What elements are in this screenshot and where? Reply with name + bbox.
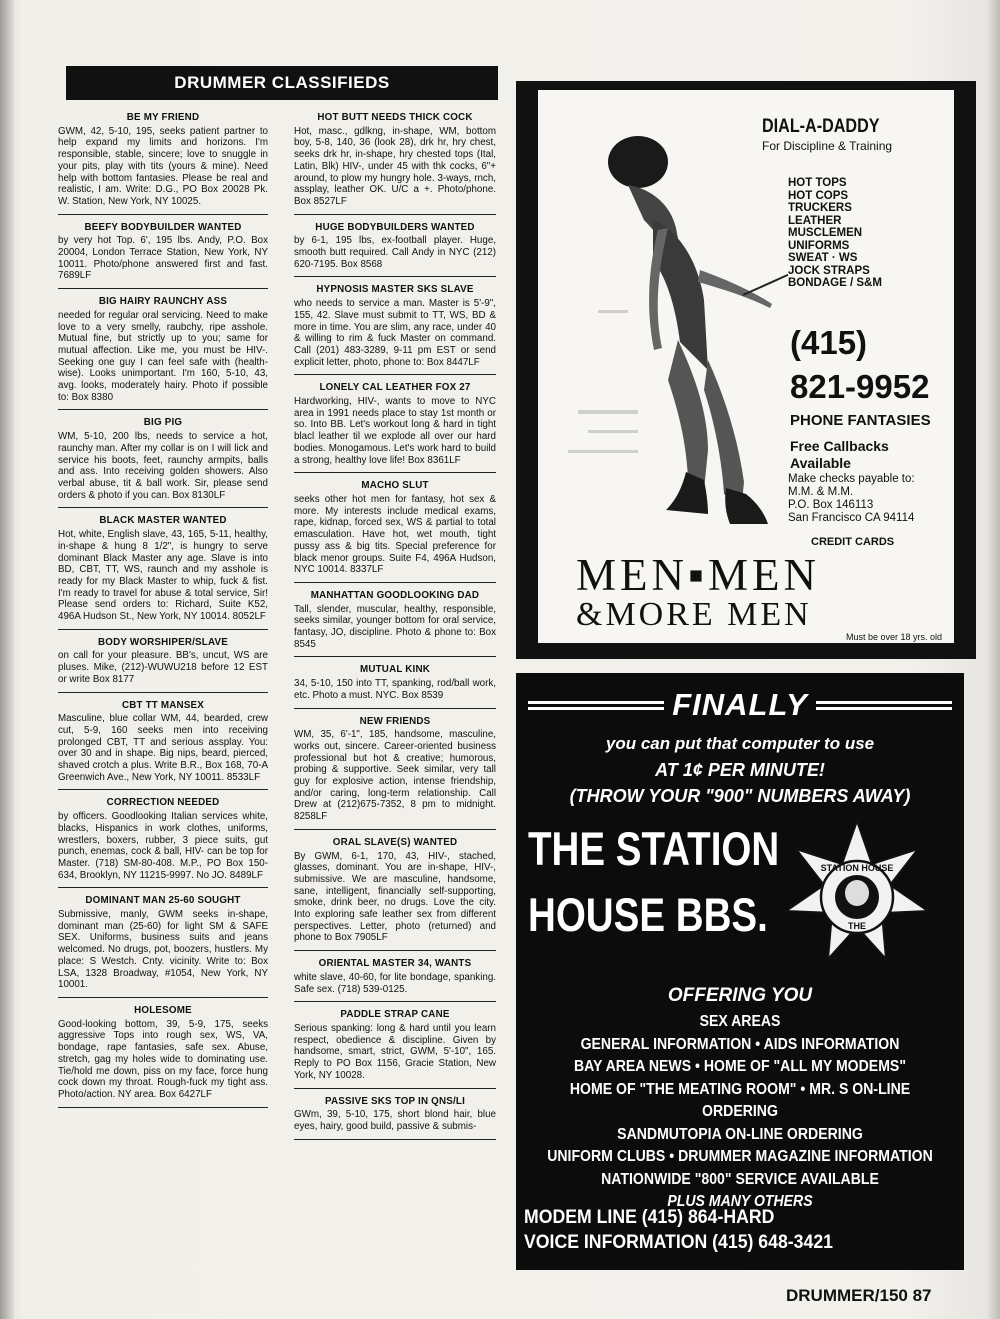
badge-top-text: STATION HOUSE [820, 863, 894, 873]
free-callbacks-line1: Free Callbacks [790, 438, 889, 454]
station-house-ad [516, 673, 964, 1270]
classified-ad [58, 296, 268, 410]
classified-ad-title: HUGE BODYBUILDERS WANTED [315, 221, 475, 233]
dial-a-daddy-list-item: BONDAGE / S&M [788, 277, 882, 289]
page-footer: DRUMMER/150 87 [786, 1286, 932, 1305]
classified-ad-title: ORIENTAL MASTER 34, WANTS [318, 958, 472, 970]
classified-ad-body: Hot, masc., gdlkng, in-shape, WM, bottom boy, 5-8, 140, 36 (look 28), drk hr, hry chest, seeks drk hr, in-shape, hry chested tops (Ital, Latin, Blk) HIV-, under 45 with thk cocks, 6"+ around, to plow my hungry hole. 3-ways, rnch, assplay, leather OK. U/C a +. Photo/phone. Box 8527LF [294, 125, 496, 207]
classified-divider [294, 1001, 496, 1002]
classified-ad-title: CORRECTION NEEDED [106, 797, 220, 809]
classified-ad-body: Good-looking bottom, 39, 5-9, 175, seeks aggressive Tops into rough sex, WS, VA, bondage, rape fantasies, safe sex. Abuse, stretch, gag my holes wide to dominating use. Tie/hold me down, piss on my face, force hung cock down my throat. Rough-fuck my tight ass. Photo/action. NY area. Box 6427LF [58, 1018, 268, 1100]
classified-divider [58, 887, 268, 888]
man-with-whip-illustration [558, 110, 788, 550]
men-men-headline: MEN▪MEN [576, 550, 820, 600]
dial-a-daddy-list-item: UNIFORMS [788, 239, 850, 252]
classified-divider [58, 1107, 268, 1108]
classified-ad [58, 637, 268, 693]
classified-ad [294, 112, 496, 215]
classified-ad-body: who needs to service a man. Master is 5'-9", 155, 42. Slave must submit to TT, WS, BD & more in time. You are slim, any race, under 40 & willing to rim & fuck Master on command. Call (201) 483-3289, 9-11 pm EST or send explicit letter, photo, phone to: Box 8447LF [294, 298, 496, 368]
classified-ad [294, 590, 496, 658]
classified-ad-body: white slave, 40-60, for lite bondage, spanking. Safe sex. (718) 539-0125. [294, 971, 496, 995]
classified-ad [58, 515, 268, 629]
dial-a-daddy-ad [516, 81, 976, 659]
check-payable-address [788, 473, 915, 525]
dial-a-daddy-subtitle: For Discipline & Training [762, 139, 893, 153]
classified-ad [58, 112, 268, 215]
classified-ad-title: CBT TT MANSEX [121, 699, 205, 711]
classified-ad [58, 700, 268, 791]
station-name-line1: THE STATION [528, 822, 780, 875]
classified-divider [294, 276, 496, 277]
service-item: HOME OF "THE MEATING ROOM" • MR. S ON-LINE ORDERING [569, 1080, 911, 1120]
classified-ad-body: by officers. Goodlooking Italian services white, blacks, Hispanics in work clothes, uniforms, wrestlers, boxers, rubber, 3 piece suits, gut punch, enemas, cock & ball, HIV- can be top for Master. (718) SM-80-408. M.P., PO Box 150-634, Brooklyn, NY 11215-9997. No JO. 8489LF [58, 811, 268, 881]
classified-ad-title: MACHO SLUT [361, 480, 429, 492]
classified-ad-body: on call for your pleasure. BB's, uncut, WS are pluses. Mike, (212)-WUWU218 before 12 EST or write Box 8177 [58, 650, 268, 685]
classified-ad [294, 664, 496, 708]
classified-ad [294, 222, 496, 278]
classified-divider [294, 214, 496, 215]
classified-ad-title: BLACK MASTER WANTED [99, 515, 227, 527]
classified-ad-title: PADDLE STRAP CANE [340, 1009, 450, 1021]
classified-divider [58, 409, 268, 410]
classified-ad-title: ORAL SLAVE(S) WANTED [332, 836, 458, 848]
classified-ad-body: Hardworking, HIV-, wants to move to NYC area in 1991 needs place to stay 1st month or so. Into BB. Let's workout long & hard in tight blacl leather til we explode all over our hard bodies. Monogamous. Let's work hard to build a strong, healthy love life! Box 8361LF [294, 396, 496, 466]
dial-a-daddy-list-item: TRUCKERS [788, 202, 852, 214]
classified-ad-body: by very hot Top. 6', 195 lbs. Andy, P.O. Box 20004, London Terrace Station, New York, NY 10011. Photo/phone answered first and fast. 7689LF [58, 235, 268, 282]
classified-ad-title: MANHATTAN GOODLOOKING DAD [310, 589, 480, 601]
check-address-line: M.M. & M.M. [788, 486, 854, 498]
classified-divider [58, 692, 268, 693]
free-callbacks-label [790, 438, 889, 472]
classified-ad [58, 417, 268, 508]
classified-ad [294, 480, 496, 583]
classified-divider [294, 582, 496, 583]
page-gutter-shadow [0, 0, 14, 1319]
classified-ad-body: Serious spanking: long & hard until you learn respect, obedience & discipline. Given by handsome, smart, strict, GWM, 5'-10", 165. Reply to PO Box 1156, Gracie Station, New York, NY 10028. [294, 1023, 496, 1081]
classified-divider [58, 997, 268, 998]
classified-ad-title: HOT BUTT NEEDS THICK COCK [317, 112, 473, 123]
credit-cards-label: CREDIT CARDS [811, 536, 895, 548]
classified-ad-body: 34, 5-10, 150 into TT, spanking, rod/ball work, etc. Photo a must. NYC. Box 8539 [294, 678, 496, 701]
classified-ad [58, 1005, 268, 1108]
classified-ad-body: needed for regular oral servicing. Need to make love to a very smelly, raubchy, ripe asshole. Mutual fine, but strictly up to you; same for mutual affection. Like me, you must be HIV-. Seeking one guy I can feel safe with (health-wise). Looks unimportant. I'm 160, 5-10, 43, avg. looks, moderately hairy. Photo if possible to: Box 8380 [58, 309, 268, 403]
classified-ad-body: Tall, slender, muscular, healthy, responsible, seeks similar, younger bottom for oral service, fantasy, JO, discipline. Photo & phone to: Box 8545 [294, 603, 496, 650]
classified-divider [294, 1088, 496, 1089]
classified-divider [294, 1139, 496, 1140]
classified-ad-body: seeks other hot men for fantasy, hot sex & more. My interests include medical exams, rape, kidnap, forced sex, WS & partial to total emasculation. Have hot, wet mouth, tight pussy ass & big tits. Special preference for black menor groups. Suite F4, 496A Hudson, NYC 10014. 8337LF [294, 493, 496, 576]
tagline-2: AT 1¢ PER MINUTE! [655, 760, 825, 780]
classified-divider [294, 656, 496, 657]
classified-ad-title: MUTUAL KINK [359, 664, 431, 676]
classified-ad-body: Hot, white, English slave, 43, 165, 5-11, healthy, in-shape & hung 8 1/2", is hungry to serve dominant Black Master any age. Slave is into BD, CBT, TT, WS, raunch and my asshole is ready for my Black Master to whip, fuck & fist. I'm ready to travel for abuse & total service, Sir! Please send orders to: Richard, Suite K52, 496A Hudson St., New York, NY 10014. 8052LF [58, 529, 268, 623]
classified-divider [58, 507, 268, 508]
classified-ad-title: LONELY CAL LEATHER FOX 27 [319, 382, 471, 394]
classified-ad [294, 958, 496, 1002]
classified-ad [294, 837, 496, 951]
classified-ad-title: BE MY FRIEND [126, 112, 200, 123]
service-item: SEX AREAS [699, 1013, 781, 1030]
dial-a-daddy-panel [538, 90, 954, 643]
plus-many-others: PLUS MANY OTHERS [667, 1193, 813, 1210]
classified-ad-body: by 6-1, 195 lbs, ex-football player. Huge, smooth butt required. Call Andy in NYC (212) 620-7195. Box 8568 [294, 235, 496, 270]
dial-a-daddy-list [788, 177, 882, 290]
service-item: SANDMUTOPIA ON-LINE ORDERING [617, 1125, 863, 1143]
classified-ad [294, 382, 496, 473]
classified-divider [294, 374, 496, 375]
classifieds-column-right [294, 112, 496, 1147]
classified-ad [58, 895, 268, 998]
classified-divider [294, 708, 496, 709]
offering-you-heading: OFFERING YOU [667, 985, 813, 1006]
classified-ad-title: NEW FRIENDS [359, 715, 431, 727]
service-item: GENERAL INFORMATION • AIDS INFORMATION [580, 1035, 900, 1053]
finally-banner [528, 687, 952, 723]
page-edge-shadow [986, 0, 1000, 1319]
voice-information: VOICE INFORMATION (415) 648-3421 [524, 1232, 833, 1253]
service-item: UNIFORM CLUBS • DRUMMER MAGAZINE INFORMATION [547, 1148, 933, 1165]
check-address-line: P.O. Box 146113 [788, 499, 874, 511]
check-address-line: San Francisco CA 94114 [788, 512, 915, 524]
dial-a-daddy-title: DIAL-A-DADDY [762, 116, 880, 137]
services-list [516, 1011, 964, 1214]
classified-ad-body: WM, 5-10, 200 lbs, needs to service a hot, raunchy man. After my collar is on I will lick and service his boots, feet, raunchy armpits, balls and ass. Into receiving golden showers. Also verbal abuse, tit & ball work. Sir, please send orders & photo if you can. Box 8130LF [58, 431, 268, 501]
dial-a-daddy-list-item: HOT COPS [788, 189, 849, 202]
classified-divider [294, 950, 496, 951]
classified-ad-title: BIG HAIRY RAUNCHY ASS [98, 296, 228, 308]
classifieds-header: DRUMMER CLASSIFIEDS [66, 66, 498, 100]
classified-ad [294, 1009, 496, 1088]
modem-line: MODEM LINE (415) 864-HARD [524, 1207, 775, 1228]
dial-a-daddy-list-item: SWEAT · WS [788, 252, 858, 264]
age-disclaimer: Must be over 18 yrs. old [846, 632, 943, 642]
check-address-line: Make checks payable to: [788, 473, 915, 485]
classified-ad [294, 716, 496, 830]
classified-ad-title: PASSIVE SKS TOP IN QNS/LI [324, 1095, 465, 1107]
tagline-1: you can put that computer to use [605, 734, 875, 753]
classified-ad-body: Masculine, blue collar WM, 44, bearded, crew cut, 5-9, 160 seeks men into receiving prolonged CBT, TT and serious assplay. You: over 30 and in shape. Big nips, beard, pierced, shaved crotch a plus. Write B.R., Box 168, 70-A Greenwich Ave., New York, NY 10011. 8533LF [58, 713, 268, 783]
classified-divider [58, 789, 268, 790]
classified-divider [58, 629, 268, 630]
classified-ad-title: BEEFY BODYBUILDER WANTED [84, 221, 242, 233]
finally-rule-right [816, 701, 952, 710]
badge-bottom-text: THE [848, 921, 866, 931]
classified-divider [294, 472, 496, 473]
finally-title: FINALLY [672, 687, 808, 722]
service-item: NATIONWIDE "800" SERVICE AVAILABLE [601, 1170, 879, 1188]
station-house-badge-icon [778, 819, 936, 969]
classified-ad-body: GWM, 42, 5-10, 195, seeks patient partner to help expand my limits and horizons. I'm responsible, stable, sincere; love to snuggle in your pits, play with tits (yours & mine). Need help with bottom fantasies. Please be real and realistic, I am. Write: D.G., PO Box 20028 Pk. W. Station, New York, NY 10025. [58, 125, 268, 207]
classifieds-column-left [58, 112, 268, 1115]
finally-rule-left [528, 701, 664, 710]
tagline-3: (THROW YOUR "900" NUMBERS AWAY) [569, 786, 911, 806]
classified-ad-title: BODY WORSHIPER/SLAVE [98, 636, 228, 648]
classified-divider [294, 829, 496, 830]
dial-a-daddy-list-item: HOT TOPS [788, 177, 847, 189]
classified-divider [58, 214, 268, 215]
dial-a-daddy-list-item: JOCK STRAPS [788, 264, 870, 277]
dial-a-daddy-list-item: LEATHER [788, 214, 842, 227]
service-item: BAY AREA NEWS • HOME OF "ALL MY MODEMS" [574, 1058, 906, 1075]
classified-ad-body: Submissive, manly, GWM seeks in-shape, dominant man (25-60) for light SM & SAFE SEX. Uniforms, business suits and jeans welcomed. No drugs, pot, boozers, hustlers. My place: S Westch. Cnty. vicinity. Write to: Box LSA, 1328 Broadway, #1054, New York, NY 10001. [58, 909, 268, 991]
classified-ad-body: GWm, 39, 5-10, 175, short blond hair, blue eyes, hairy, good build, passive & submis- [294, 1109, 496, 1132]
dial-a-daddy-list-item: MUSCLEMEN [788, 227, 863, 239]
more-men-headline: &MORE MEN [576, 596, 812, 633]
phone-fantasies-label: PHONE FANTASIES [790, 412, 931, 429]
dial-a-daddy-phone-number: 821-9952 [790, 368, 930, 405]
contact-info [524, 1205, 833, 1255]
classified-ad [294, 284, 496, 375]
classified-ad-body: By GWM, 6-1, 170, 43, HIV-, stached, glasses, dominant. You are in-shape, HIV-, submissive. We are masculine, handsome, sane, intelligent, financially self-supporting, smoke, drink beer, no drugs. Love the city. Into exploring safe leather sex from different perspectives. Letter, photo (returned) and phone to Box 7905LF [294, 850, 496, 944]
classified-ad [58, 222, 268, 290]
classified-ad-title: HYPNOSIS MASTER SKS SLAVE [316, 284, 474, 296]
free-callbacks-line2: Available [790, 455, 851, 471]
classified-ad [294, 1096, 496, 1140]
classified-ad [58, 797, 268, 888]
classified-ad-title: DOMINANT MAN 25-60 SOUGHT [85, 895, 241, 907]
classified-ad-body: WM, 35, 6'-1", 185, handsome, masculine, works out, sincere. Career-oriented business professional but hot & creative; humorous, probing & supportive. Seek similar, very tall guy for explosive action, intense friendship, and/or caring, long-term relationship. Call Drew at (212)675-7352, 8 pm to midnight. 8258LF [294, 729, 496, 823]
classified-ad-title: HOLESOME [134, 1005, 192, 1016]
classified-divider [58, 288, 268, 289]
station-name-line2: HOUSE BBS. [528, 888, 768, 941]
classified-ad-title: BIG PIG [143, 417, 183, 429]
dial-a-daddy-area-code: (415) [790, 324, 868, 361]
